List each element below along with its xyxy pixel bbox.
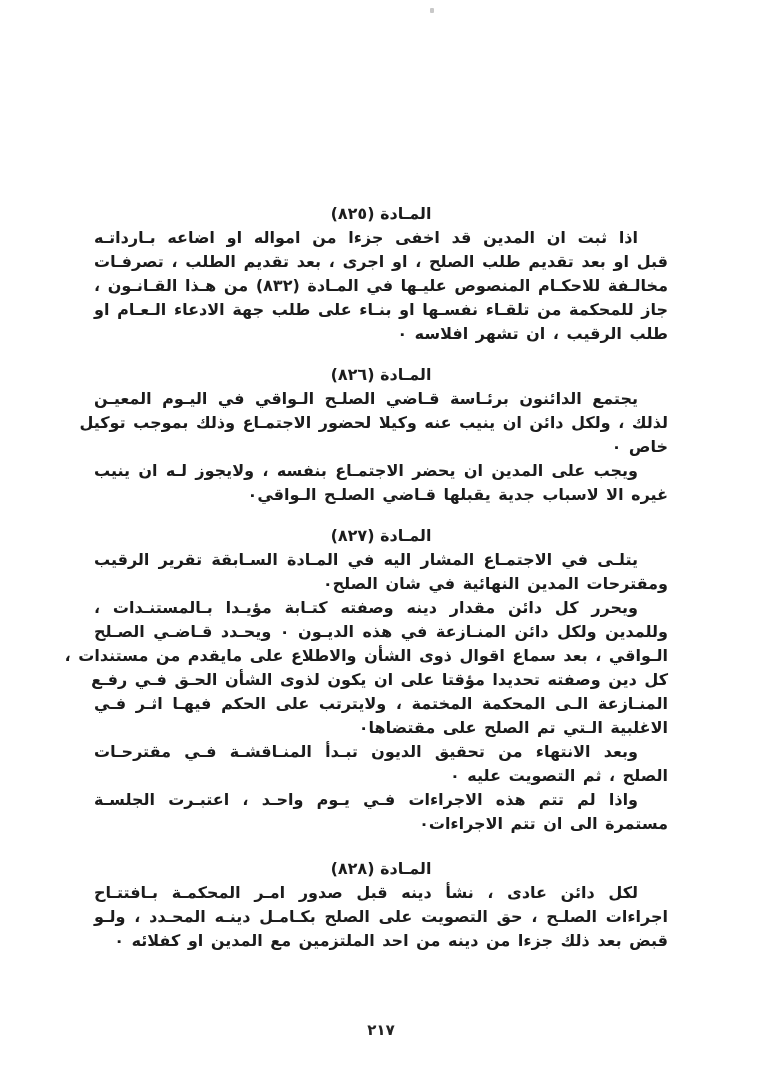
text-line: خاص ٠ bbox=[611, 437, 668, 456]
text-line: الـواقي ، بعد سماع اقوال ذوى الشأن والاطلاع على مايقدم من مستندات ، bbox=[64, 646, 668, 665]
article-3 bbox=[64, 524, 668, 836]
print-artifact-dot bbox=[430, 8, 434, 13]
text-line: يجتمع الدائنون برئـاسة قـاضي الصلـح الـواقي في اليـوم المعيـن bbox=[94, 389, 638, 408]
text-line: قبض بعد ذلك جزءا من دينه من احد الملتزمين مع المدين او كفلائه ٠ bbox=[114, 931, 668, 950]
text-line: قبل او بعد تقديم طلب الصلح ، او اجرى ، بعد تقديم الطلب ، تصرفـات bbox=[94, 252, 668, 271]
paragraph bbox=[94, 226, 668, 346]
text-line: طلب الرقيب ، ان تشهر افلاسه ٠ bbox=[397, 324, 668, 343]
text-line: المنـازعة الـى المحكمة المختمة ، ولايترتب على الحكم فيهـا اثـر فـي bbox=[94, 694, 668, 713]
page-number: ٢١٧ bbox=[367, 1021, 395, 1039]
article-heading: المـادة (٨٢٨) bbox=[330, 859, 432, 878]
text-line: واذا لم تتم هذه الاجراءات فـي يـوم واحـد ، اعتبـرت الجلسـة bbox=[94, 790, 638, 809]
article-2 bbox=[79, 363, 668, 507]
article-heading: المـادة (٨٢٦) bbox=[330, 365, 432, 384]
text-line: ويجب على المدين ان يحضر الاجتمـاع بنفسه ، ولايجوز لـه ان ينيب bbox=[94, 461, 638, 480]
text-line: يتلـى في الاجتمـاع المشار اليه في المـادة السـابقة تقرير الرقيب bbox=[94, 550, 638, 569]
text-line: مخالـفة للاحكـام المنصوص عليـها في المـادة (٨٣٢) من هـذا القـانـون ، bbox=[94, 276, 668, 295]
text-line: الصلح ، ثم التصويت عليه ٠ bbox=[449, 766, 668, 785]
text-line: كل دين وصفته تحديدا مؤقتا على ان يكون لذوى الشأن الحـق فـي رفـع bbox=[91, 670, 668, 689]
paragraph bbox=[94, 881, 668, 953]
paragraph bbox=[94, 459, 668, 507]
text-line: غيره الا لاسباب جدية يقبلها قـاضي الصلـح الـواقي٠ bbox=[247, 485, 668, 504]
text-line: وبعد الانتهاء من تحقيق الديون تبـدأ المنـاقشـة فـي مقترحـات bbox=[94, 742, 638, 761]
paragraph bbox=[94, 788, 668, 836]
text-line: ومقترحات المدين النهائية في شان الصلح٠ bbox=[322, 574, 668, 593]
text-line: لكل دائن عادى ، نشأ دينه قبل صدور امـر المحكمـة بـافتتـاح bbox=[94, 883, 638, 902]
text-line: اجراءات الصلـح ، حق التصويت على الصلح بكـامـل دينـه المحـدد ، ولـو bbox=[94, 907, 668, 926]
article-1 bbox=[94, 202, 668, 346]
articles bbox=[64, 202, 668, 953]
paragraph bbox=[94, 740, 668, 788]
text-line: ويحرر كل دائن مقدار دينه وصفته كتـابة مؤيـدا بـالمستنـدات ، bbox=[94, 598, 638, 617]
article-4 bbox=[94, 857, 668, 953]
text-line: مستمرة الى ان تتم الاجراءات٠ bbox=[419, 814, 668, 833]
text-line: الاغلبية الـتي تم الصلح على مقتضاها٠ bbox=[358, 718, 668, 737]
paragraph bbox=[79, 387, 668, 459]
article-heading: المـادة (٨٢٥) bbox=[330, 204, 432, 223]
paragraph bbox=[64, 596, 668, 740]
paragraph bbox=[94, 548, 668, 596]
text-line: جاز للمحكمة من تلقـاء نفسـها او بنـاء على طلب جهة الادعاء الـعـام او bbox=[94, 300, 668, 319]
article-heading: المـادة (٨٢٧) bbox=[330, 526, 432, 545]
text-line: لذلك ، ولكل دائن ان ينيب عنه وكيلا لحضور الاجتمـاع وذلك بموجب توكيل bbox=[79, 413, 668, 432]
text-line: وللمدين ولكل دائن المنـازعة في هذه الديـون ٠ ويحـدد قـاضـي الصـلح bbox=[94, 622, 668, 641]
article-text-block bbox=[64, 202, 668, 953]
text-line: اذا ثبت ان المدين قد اخفى جزءا من امواله او اضاعه بـارداتـه bbox=[94, 228, 638, 247]
